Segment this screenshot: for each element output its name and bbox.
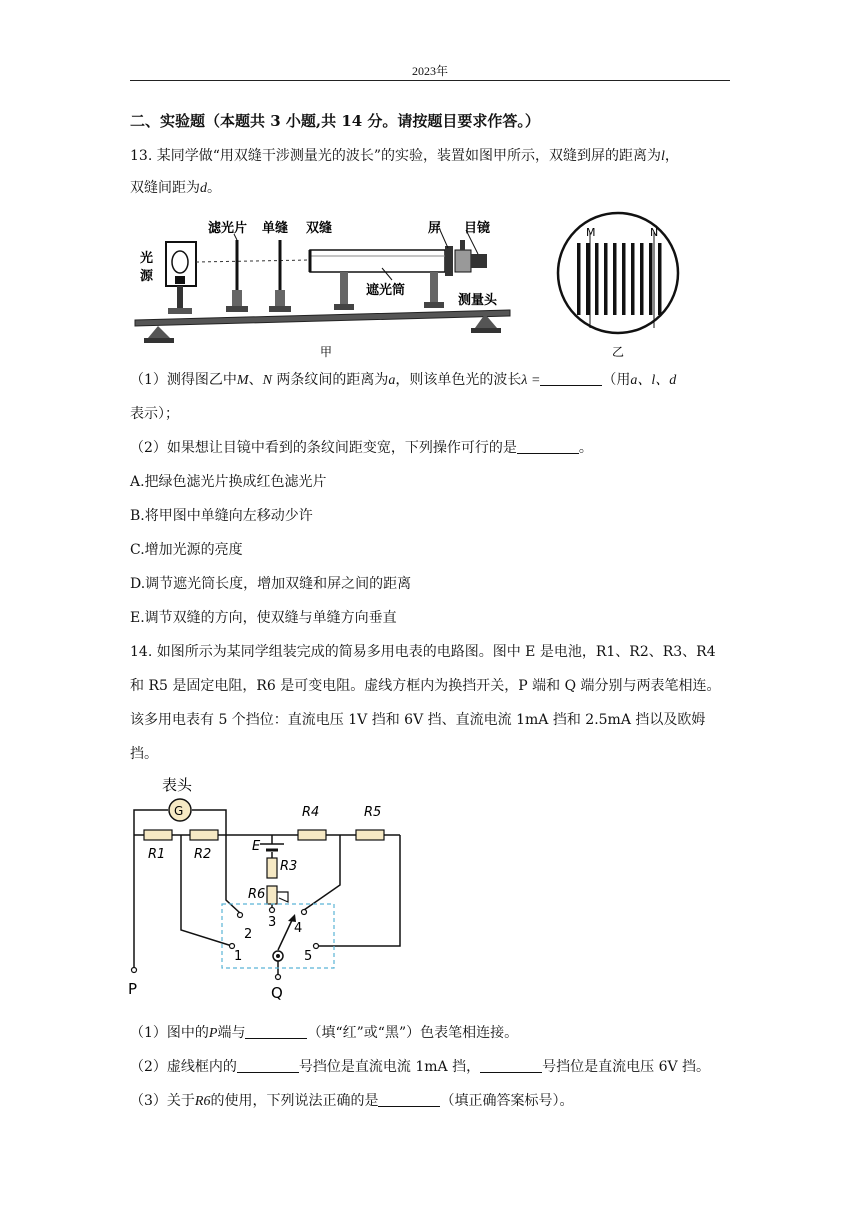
figure-label-yi: 乙	[612, 345, 625, 359]
label-double-slit: 双缝	[306, 221, 333, 236]
option-e: E.调节双缝的方向，使双缝与单缝方向垂直	[130, 610, 397, 626]
q13-p2-end: 。	[578, 440, 593, 456]
label-R3: R3	[280, 859, 298, 874]
var-d: d	[200, 181, 207, 196]
q14-s2-text2: 号挡位是直流电流 1mA 挡，	[298, 1059, 481, 1075]
label-R1: R1	[148, 847, 166, 862]
q14-stem-line4: 挡。	[130, 746, 158, 762]
var-a: a	[388, 373, 396, 388]
answer-blank-R6-usage[interactable]	[378, 1092, 440, 1107]
option-a: A.把绿色滤光片换成红色滤光片	[130, 474, 327, 490]
q14-stem-line3: 该多用电表有 5 个挡位：直流电压 1V 挡和 6V 挡、直流电流 1mA 挡和 2.5mA 挡以及欧姆	[130, 712, 706, 728]
answer-blank-choice[interactable]	[517, 439, 579, 454]
label-R4: R4	[302, 805, 320, 820]
label-R5: R5	[364, 805, 382, 820]
label-meter-head: 表头	[162, 776, 193, 794]
q13-part2-line	[130, 438, 593, 458]
var-M: M	[236, 373, 249, 388]
q13-p1-sep: 、	[248, 372, 263, 388]
q14-s1-text3: （填“红”或“黑”）色表笔相连接。	[307, 1025, 519, 1041]
answer-blank-probe-color[interactable]	[245, 1024, 307, 1039]
q13-p2-text: （2）如果想让目镜中看到的条纹间距变宽，下列操作可行的是	[130, 440, 517, 456]
q13-part1-line	[130, 370, 676, 391]
terminal-Q: Q	[271, 984, 283, 1002]
q14-s3-text2: 的使用，下列说法正确的是	[210, 1093, 379, 1109]
q14-sub1-line	[130, 1023, 518, 1044]
q13-stem-line1	[130, 146, 679, 167]
q13-p1-text: （1）测得图乙中	[130, 372, 237, 388]
q13-stem2-text: 双缝间距为	[130, 180, 200, 196]
q13-stem-text: 13. 某同学做“用双缝干涉测量光的波长”的实验，装置如图甲所示，双缝到屏的距离为	[130, 148, 662, 164]
q13-part1-line2: 表示）；	[130, 406, 179, 422]
switch-pos-5: 5	[304, 949, 313, 964]
answer-blank-6V-position[interactable]	[480, 1058, 542, 1073]
label-single-slit: 单缝	[262, 221, 289, 236]
header-rule	[130, 80, 730, 81]
option-b: B.将甲图中单缝向左移动少许	[130, 508, 313, 524]
var-R6: R6	[194, 1094, 211, 1109]
option-d: D.调节遮光筒长度，增加双缝和屏之间的距离	[130, 576, 412, 592]
label-measuring-head: 测量头	[458, 293, 498, 308]
q14-sub3-line	[130, 1091, 573, 1112]
label-filter: 滤光片	[208, 221, 248, 236]
q14-s2-text: （2）虚线框内的	[130, 1059, 237, 1075]
q13-p1-text3: ，则该单色光的波长	[395, 372, 522, 388]
switch-pos-4: 4	[294, 921, 303, 936]
q14-stem-line2: 和 R5 是固定电阻，R6 是可变电阻。虚线方框内为换挡开关，P 端和 Q 端分别与两表笔相连。	[130, 678, 721, 694]
double-slit-apparatus-figure	[130, 210, 730, 362]
page-header-year: 2023年	[411, 64, 448, 78]
section-title: 二、实验题（本题共 3 小题,共 14 分。请按题目要求作答。）	[130, 112, 540, 130]
answer-blank-1mA-position[interactable]	[237, 1058, 299, 1073]
q13-p1-text4: （用	[602, 372, 631, 388]
q13-stem-comma: ，	[664, 148, 679, 164]
label-light-source-2: 源	[140, 269, 154, 284]
label-screen: 屏	[428, 221, 442, 236]
q13-p1-vars: a、l、d	[630, 373, 677, 388]
var-l: l	[661, 149, 665, 164]
option-c: C.增加光源的亮度	[130, 542, 243, 558]
fringe-label-N: N	[650, 226, 659, 239]
label-G: G	[174, 804, 184, 818]
q13-stem-line2	[130, 178, 221, 199]
q14-sub2-line	[130, 1057, 710, 1077]
terminal-P: P	[128, 980, 138, 998]
label-light-source-1: 光	[140, 251, 154, 266]
switch-pos-2: 2	[244, 927, 253, 942]
label-E: E	[252, 839, 261, 854]
switch-pos-3: 3	[268, 915, 277, 930]
label-R6: R6	[248, 887, 266, 902]
q14-s1-text: （1）图中的	[130, 1025, 209, 1041]
figure-label-jia: 甲	[320, 345, 333, 359]
q14-s3-text: （3）关于	[130, 1093, 195, 1109]
var-N: N	[262, 373, 272, 388]
q14-s2-text3: 号挡位是直流电压 6V 挡。	[542, 1059, 711, 1075]
switch-pos-1: 1	[234, 949, 243, 964]
q14-s1-text2: 端与	[217, 1025, 246, 1041]
var-lambda: λ =	[521, 373, 541, 388]
answer-blank-wavelength[interactable]	[540, 371, 602, 386]
label-R2: R2	[194, 847, 212, 862]
q13-p1-text2: 两条纹间的距离为	[271, 372, 389, 388]
q14-stem-line1: 14. 如图所示为某同学组装完成的简易多用电表的电路图。图中 E 是电池，R1、R2、R3、R4	[130, 644, 716, 660]
q14-s3-text3: （填正确答案标号）。	[440, 1093, 574, 1109]
label-eyepiece: 目镜	[464, 221, 491, 236]
fringe-label-M: M	[586, 226, 596, 239]
q13-stem2-end: 。	[207, 180, 221, 196]
multimeter-circuit-diagram	[128, 770, 418, 1002]
var-P: P	[208, 1026, 218, 1041]
label-tube: 遮光筒	[366, 283, 406, 298]
